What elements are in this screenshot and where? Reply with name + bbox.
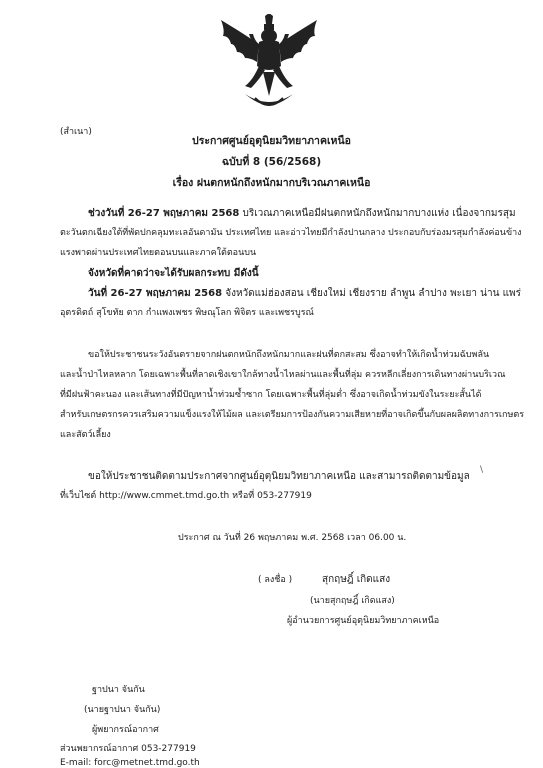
- forecast-department-phone: ส่วนพยากรณ์อากาศ 053-277919: [60, 744, 196, 754]
- announcement-date: ประกาศ ณ วันที่ 26 พฤษภาคม พ.ศ. 2568 เวลา 06.00 น.: [178, 533, 407, 543]
- issue-number: ฉบับที่ 8 (56/2568): [221, 156, 322, 168]
- director-signature: สุกฤษฎิ์ เกิดแสง: [322, 574, 391, 585]
- para1-date: ช่วงวันที่ 26-27 พฤษภาคม 2568: [88, 208, 240, 219]
- garuda-emblem: [215, 14, 323, 112]
- para1-line1-text: บริเวณภาคเหนือมีฝนตกหนักถึงหนักมากบางแห่ง เนื่องจากมรสุม: [239, 208, 516, 219]
- follow-line1: ขอให้ประชาชนติดตามประกาศจากศูนย์อุตุนิยมวิทยาภาคเหนือ และสามารถติดตามข้อมูล: [88, 471, 470, 482]
- affected-line1: [88, 287, 521, 300]
- subject-line: เรื่อง ฝนตกหนักถึงหนักมากบริเวณภาคเหนือ: [172, 177, 371, 189]
- stray-mark: \: [480, 465, 484, 475]
- para1-line3: แรงพาดผ่านประเทศไทยตอนบนและภาคใต้ตอนบน: [60, 248, 257, 258]
- affected-line2: อุตรดิตถ์ สุโขทัย ตาก กำแพงเพชร พิษณุโลก พิจิตร และเพชรบูรณ์: [60, 308, 314, 318]
- director-printed-name: (นายสุกฤษฎิ์ เกิดแสง): [310, 596, 395, 606]
- advice-line4: สำหรับเกษตรกรควรเสริมความแข็งแรงให้ไม้ผล และเตรียมการป้องกันความเสียหายที่อาจเกิดขึ้นกับผลผลิตทางการเกษตร: [60, 410, 525, 420]
- follow-line2: ที่เว็บไซต์ http://www.cmmet.tmd.go.th หรือที่ 053-277919: [60, 491, 312, 501]
- director-position: ผู้อำนวยการศูนย์อุตุนิยมวิทยาภาคเหนือ: [287, 616, 440, 626]
- affected-heading: จังหวัดที่คาดว่าจะได้รับผลกระทบ มีดังนี้: [88, 268, 259, 279]
- affected-date: วันที่ 26-27 พฤษภาคม 2568: [88, 288, 223, 299]
- advice-line3: ที่มีฝนฟ้าคะนอง และเส้นทางที่มีปัญหาน้ำท่วมซ้ำซาก โดยเฉพาะพื้นที่ลุ่มต่ำ ซึ่งอาจเกิดน้ำท่วมขังในระยะสั้นได้: [60, 390, 482, 400]
- sign-label: ( ลงชื่อ ): [258, 575, 293, 585]
- forecaster-printed-name: (นายฐาปนา จันกัน): [84, 705, 161, 715]
- advice-line1: ขอให้ประชาชนระวังอันตรายจากฝนตกหนักถึงหนักมากและฝนที่ตกสะสม ซึ่งอาจทำให้เกิดน้ำท่วมฉับพลัน: [88, 350, 490, 360]
- forecast-email: E-mail: forc@metnet.tmd.go.th: [60, 758, 200, 768]
- affected-provinces: จังหวัดแม่ฮ่องสอน เชียงใหม่ เชียงราย ลำพูน ลำปาง พะเยา น่าน แพร่: [222, 288, 521, 299]
- advice-line2: และน้ำป่าไหลหลาก โดยเฉพาะพื้นที่ลาดเชิงเขาใกล้ทางน้ำไหลผ่านและพื้นที่ลุ่ม ควรหลีกเลี่ยงการเดินทางผ่านบริเวณ: [60, 370, 506, 380]
- forecaster-signature: ฐาปนา จันกัน: [92, 685, 145, 695]
- para1-line2: ตะวันตกเฉียงใต้ที่พัดปกคลุมทะเลอันดามัน ประเทศไทย และอ่าวไทยมีกำลังปานกลาง ประกอบกับร่องมรสุมกำลังค่อนข้าง: [60, 228, 522, 238]
- forecaster-position: ผู้พยากรณ์อากาศ: [92, 725, 159, 735]
- para1-line1: [88, 207, 516, 220]
- advice-line5: และสัตว์เลี้ยง: [60, 430, 111, 440]
- copy-mark: (สำเนา): [60, 127, 92, 137]
- document-title: ประกาศศูนย์อุตุนิยมวิทยาภาคเหนือ: [192, 135, 351, 147]
